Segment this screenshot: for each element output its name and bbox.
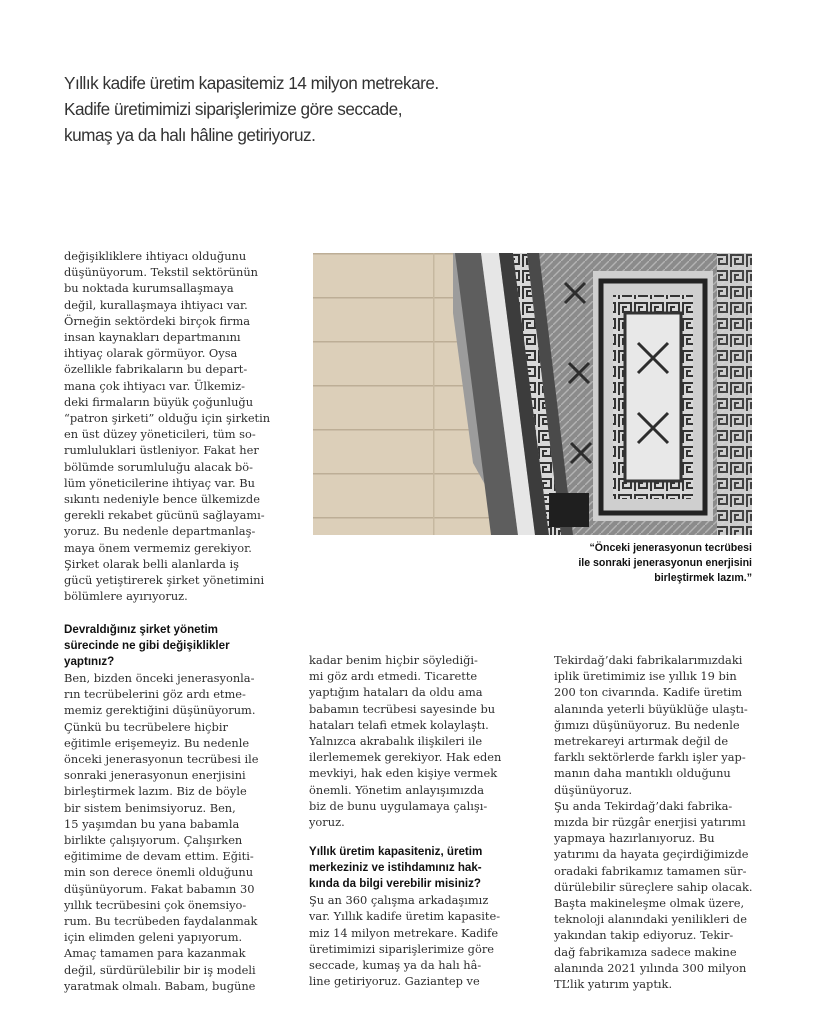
body-text-line: babamın tecrübesi sayesinde bu	[309, 701, 496, 716]
body-text-line: yaratmak olmalı. Babam, bugüne	[64, 978, 256, 993]
body-text-line: Ben, bizden önceki jenerasyonla-	[64, 671, 255, 685]
body-text-line: alanında 2021 yılında 300 milyon	[554, 960, 747, 975]
body-text-line: rumluluklari üstleniyor. Fakat her	[64, 443, 259, 458]
body-text-line: mızda bir rüzgâr enerjisi yatırımı	[554, 815, 746, 830]
photo-caption-line: “Önceki jenerasyonun tecrübesi	[589, 542, 752, 554]
body-text-line: yıllık tecrübesini çok önemsiyo-	[64, 897, 247, 912]
body-text-line: Amaç tamamen para kazanmak	[64, 946, 246, 961]
body-text-line: en üst düzey yöneticileri, tüm so-	[64, 427, 256, 442]
body-text-line: sonraki jenerasyonun enerjisini	[64, 768, 246, 783]
body-text-line: birleştirmek lazım. Biz de böyle	[64, 784, 247, 799]
body-text-line: bu noktada kurumsallaşmaya	[64, 281, 234, 296]
body-text-line: yakından takip ediyoruz. Tekir-	[554, 928, 734, 943]
interview-question-line: merkeziniz ve istihdamınız hak-	[309, 861, 482, 875]
body-text-line: line getiriyoruz. Gaziantep ve	[309, 974, 480, 989]
body-text-line: “patron şirketi” olduğu için şirketin	[64, 411, 271, 426]
body-text-line: değil, sürdürülebilir bir iş modeli	[64, 962, 256, 977]
photo-caption	[578, 541, 752, 586]
body-text-line: önemli. Yönetim anlayışımızda	[309, 782, 485, 797]
body-text-line: insan kaynakları departmanını	[64, 330, 241, 345]
body-text-line: teknoloji alanındaki yenilikleri de	[554, 912, 747, 927]
body-text-line: lüm yöneticilerine ihtiyaç var. Bu	[64, 475, 255, 490]
body-text-line: min son derece önemli olduğunu	[64, 865, 254, 880]
body-text-line: mana çok ihtiyacı var. Ülkemiz-	[64, 378, 246, 393]
body-text-line: düşünüyorum. Fakat babamın 30	[64, 881, 255, 896]
body-text-line: 15 yaşımdan bu yana babamla	[64, 816, 240, 831]
body-text-line: Örneğin sektördeki birçok firma	[64, 313, 251, 328]
body-text-line: iplik üretimimiz ise yıllık 19 bin	[554, 669, 737, 684]
body-text-line: düşünüyoruz.	[554, 782, 633, 797]
article-column-1	[64, 248, 276, 604]
body-text-line: bölümde sorumluluğu alacak bö-	[64, 459, 253, 474]
body-text-line: Şu an 360 çalışma arkadaşımız	[309, 893, 489, 908]
body-text-line: sıkıntı nedeniyle bence ülkemizde	[64, 492, 260, 507]
body-text-line: Çünkü bu tecrübelere hiçbir	[64, 719, 228, 734]
body-text-line: dürülebilir süreçlere sahip olacak.	[554, 879, 753, 894]
interview-question-line: kında da bilgi verebilir misiniz?	[309, 877, 482, 891]
body-text-line: yoruz.	[309, 815, 345, 830]
interview-question-line: yaptınız?	[64, 655, 115, 668]
body-text-line: yatırımı da hayata geçirdiğimizde	[554, 847, 749, 862]
interview-question-line: Yıllık üretim kapasiteniz, üretim	[309, 845, 483, 859]
body-text-line: düşünüyorum. Tekstil sektörünün	[64, 265, 258, 280]
article-column-1-interview	[64, 622, 276, 994]
pull-quote	[64, 70, 464, 148]
body-text-line: Şu anda Tekirdağ’daki fabrika-	[554, 798, 733, 813]
pull-quote-line: Yıllık kadife üretim kapasitemiz 14 milyon metrekare.	[64, 73, 439, 93]
body-text-line: miz 14 milyon metrekare. Kadife	[309, 925, 499, 940]
body-text-line: gerekli rekabet gücünü sağlayamı-	[64, 508, 265, 523]
body-text-line: Yalnızca akrabalık ilişkileri ile	[309, 734, 483, 749]
body-text-line: biz de bunu uygulamaya çalışı-	[309, 798, 488, 813]
body-text-line: bir sistem benimsiyoruz. Ben,	[64, 800, 236, 815]
article-column-3	[554, 652, 766, 992]
pull-quote-line: kumaş ya da halı hâline getiriyoruz.	[64, 125, 316, 145]
body-text-line: alanında yeterli büyüklüğe ulaştı-	[554, 701, 748, 716]
body-text-line: rın tecrübelerini göz ardı etme-	[64, 687, 246, 702]
body-text-line: yoruz. Bu nedenle departmanlaş-	[64, 524, 256, 539]
body-text-line: eğitimle erişemeyiz. Bu nedenle	[64, 735, 250, 750]
body-text-line: hataları telafi etmek kolaylaştı.	[309, 717, 489, 732]
carpet-photo	[313, 253, 752, 535]
body-text-line: bölümlere ayırıyoruz.	[64, 589, 188, 604]
body-text-line: TL’lik yatırım yaptık.	[554, 977, 673, 992]
body-text-line: ihtiyaç olarak görmüyor. Oysa	[64, 346, 238, 361]
interview-question-line: Devraldığınız şirket yönetim	[64, 623, 218, 636]
body-text-line: oradaki fabrikamız tamamen sür-	[554, 863, 747, 878]
body-text-line: dağ fabrikamıza sadece makine	[554, 944, 737, 959]
body-text-line: kadar benim hiçbir söylediği-	[309, 653, 478, 667]
body-text-line: mi göz ardı etmedi. Ticarette	[309, 669, 478, 684]
body-text-line: manın daha mantıklı olduğunu	[554, 766, 731, 781]
body-text-line: eğitimime de devam ettim. Eğiti-	[64, 849, 254, 864]
body-text-line: metrekareyi artırmak değil de	[554, 734, 729, 749]
body-text-line: maya önem vermemiz gerekiyor.	[64, 540, 252, 555]
body-text-line: Şirket olarak belli alanlarda iş	[64, 556, 239, 571]
body-text-line: özellikle fabrikaların bu depart-	[64, 362, 248, 377]
photo-caption-line: birleştirmek lazım.”	[654, 572, 752, 584]
photo-caption-line: ile sonraki jenerasyonun enerjisini	[578, 557, 752, 569]
article-column-2	[309, 652, 519, 989]
interview-question-line: sürecinde ne gibi değişiklikler	[64, 639, 230, 652]
body-text-line: üretimimizi siparişlerimize göre	[309, 941, 495, 956]
body-text-line: rum. Bu tecrübeden faydalanmak	[64, 914, 258, 929]
body-text-line: gücü yetiştirerek şirket yönetimini	[64, 573, 265, 588]
body-text-line: 200 ton civarında. Kadife üretim	[554, 685, 743, 700]
pull-quote-line: Kadife üretimimizi siparişlerimize göre seccade,	[64, 99, 403, 119]
body-text-line: memiz gerektiğini düşünüyorum.	[64, 703, 256, 718]
body-text-line: birlikte çalışıyorum. Çalışırken	[64, 833, 243, 848]
body-text-line: önceki jenerasyonun tecrübesi ile	[64, 752, 259, 767]
body-text-line: için elimden geleni yapıyorum.	[64, 930, 243, 945]
body-text-line: mevkiyi, hak eden kişiye vermek	[309, 766, 498, 781]
carpet-photo-illustration	[313, 253, 752, 535]
body-text-line: Başta makineleşme olmak üzere,	[554, 896, 745, 911]
body-text-line: ğımızı düşünüyoruz. Bu nedenle	[554, 717, 740, 732]
body-text-line: değil, kurallaşmaya ihtiyacı var.	[64, 297, 248, 312]
body-text-line: yaptığım hataları da oldu ama	[309, 685, 483, 700]
body-text-line: var. Yıllık kadife üretim kapasite-	[309, 909, 501, 924]
body-text-line: farklı sektörlerde farklı işler yap-	[554, 750, 746, 765]
body-text-line: seccade, kumaş ya da halı hâ-	[309, 958, 482, 973]
body-text-line: ilerlememek gerekiyor. Hak eden	[309, 750, 502, 765]
body-text-line: yapmaya hazırlanıyoruz. Bu	[554, 831, 715, 846]
body-text-line: değişikliklere ihtiyacı olduğunu	[64, 249, 247, 263]
body-text-line: deki firmaların büyük çoğunluğu	[64, 394, 254, 409]
paragraph-gap	[309, 830, 519, 844]
body-text-line: Tekirdağ’daki fabrikalarımızdaki	[554, 653, 743, 667]
